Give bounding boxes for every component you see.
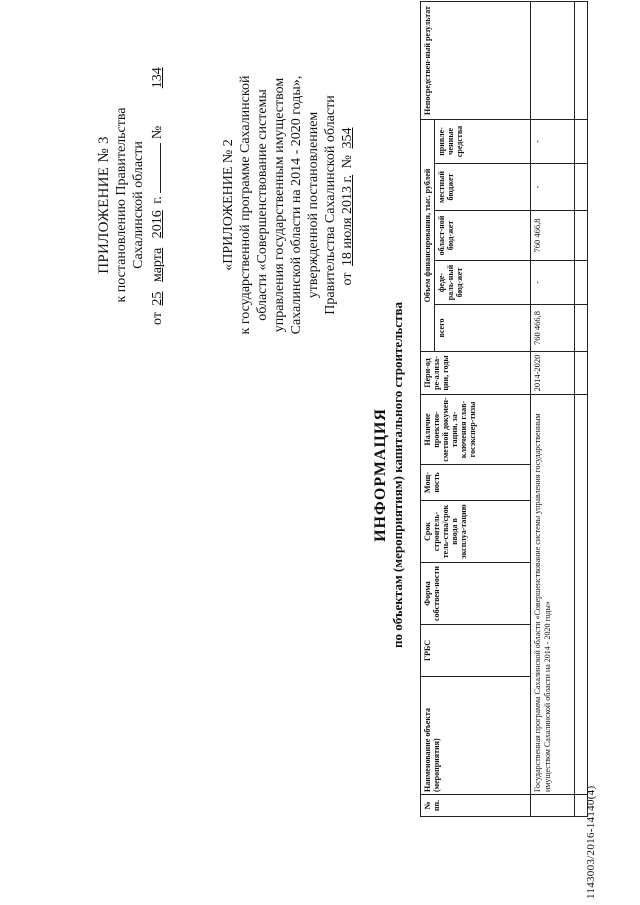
document-number: 134 <box>150 67 165 89</box>
appendix-2-date-line <box>339 65 356 345</box>
appendix-2-line-1: к государственной программе Сахалинской <box>238 75 253 335</box>
appendix-3-date-line <box>147 67 166 325</box>
empty-cell <box>575 395 588 795</box>
date-value: 18 июля 2013 г. <box>340 174 355 267</box>
program-period: 2014-2020 <box>531 352 575 395</box>
date-suffix: г. <box>150 196 165 204</box>
date-day: 25 <box>150 291 165 306</box>
document-subtitle: по объектам (мероприятиям) капитального строительства <box>390 302 405 648</box>
empty-cell <box>575 305 588 352</box>
date-prefix: от <box>340 272 355 286</box>
empty-cell <box>575 352 588 395</box>
program-result <box>531 2 575 120</box>
objects-table <box>420 2 588 817</box>
appendix-3-line-2: Сахалинской области <box>131 141 146 269</box>
document-number: 354 <box>340 127 355 149</box>
program-total: 760 466,8 <box>531 305 575 352</box>
document-title: ИНФОРМАЦИЯ <box>372 408 389 542</box>
header-total: всего <box>435 305 531 352</box>
appendix-2-line-5: утвержденной постановлением <box>306 111 321 299</box>
table-row <box>531 2 575 817</box>
document-title-block <box>372 195 406 755</box>
appendix-2-line-3: управления государственным имуществом <box>272 77 287 333</box>
header-federal: феде-раль-ный бюд-жет <box>435 261 531 305</box>
empty-cell <box>575 2 588 120</box>
header-funding: Объем финансирования, тыс. рублей <box>421 120 435 352</box>
program-cell-num <box>531 795 575 817</box>
empty-cell <box>575 211 588 261</box>
date-year: 2016 <box>150 210 165 239</box>
program-regional: 760 466,8 <box>531 211 575 261</box>
appendix-3-title: ПРИЛОЖЕНИЕ № 3 <box>96 136 112 274</box>
empty-cell <box>575 261 588 305</box>
date-month: марта <box>150 247 165 283</box>
table-header-row-1 <box>421 2 435 817</box>
date-blank <box>147 143 161 193</box>
header-capacity: Мощ-ность <box>421 465 531 501</box>
table-row <box>575 2 588 817</box>
empty-cell <box>575 120 588 164</box>
appendix-3-line-1: к постановлению Правительства <box>114 107 129 303</box>
header-docs: Наличие проектно-сметной докумен-тации, за-ключения глав-госэкспер-тизы <box>421 395 531 465</box>
appendix-2-line-2: области «Совершенствование системы <box>255 89 270 321</box>
appendix-2-line-4: Сахалинской области на 2014 - 2020 годы», <box>289 75 304 335</box>
header-term: Срок строитель-тель-ства/срок ввода в эксплуа-тацию <box>421 501 531 563</box>
date-prefix: от <box>150 312 165 325</box>
appendix-2-title: «ПРИЛОЖЕНИЕ № 2 <box>221 139 236 271</box>
empty-cell <box>575 164 588 211</box>
header-result: Непосредствен-ный результат <box>421 2 531 120</box>
program-name: Государственная программа Сахалинской области «Совершенствование системы управления государственным имуществом Сахалинской области на 2014 - 2020 годы» <box>531 395 575 795</box>
header-local: местный бюджет <box>435 164 531 211</box>
appendix-2-line-6: Правительства Сахалинской области <box>323 95 338 315</box>
number-prefix: № <box>150 125 165 140</box>
appendix-2-header <box>220 65 356 345</box>
header-num: № пп. <box>421 795 531 817</box>
header-grbs: ГРБС <box>421 625 531 677</box>
header-regional: област-ной бюд-жет <box>435 211 531 261</box>
header-period: Пери-од ре-ализа-ции, годы <box>421 352 531 395</box>
appendix-3-header <box>96 67 166 325</box>
header-attracted: привле-ченные средства <box>435 120 531 164</box>
program-federal: - <box>531 261 575 305</box>
number-prefix: № <box>340 155 355 169</box>
header-name: Наименование объекта (мероприятия) <box>421 677 531 795</box>
program-attracted: - <box>531 120 575 164</box>
footer-document-code: 1143003/2016-14140(4) <box>585 785 597 899</box>
program-local: - <box>531 164 575 211</box>
header-ownership: Форма собствен-ности <box>421 563 531 625</box>
